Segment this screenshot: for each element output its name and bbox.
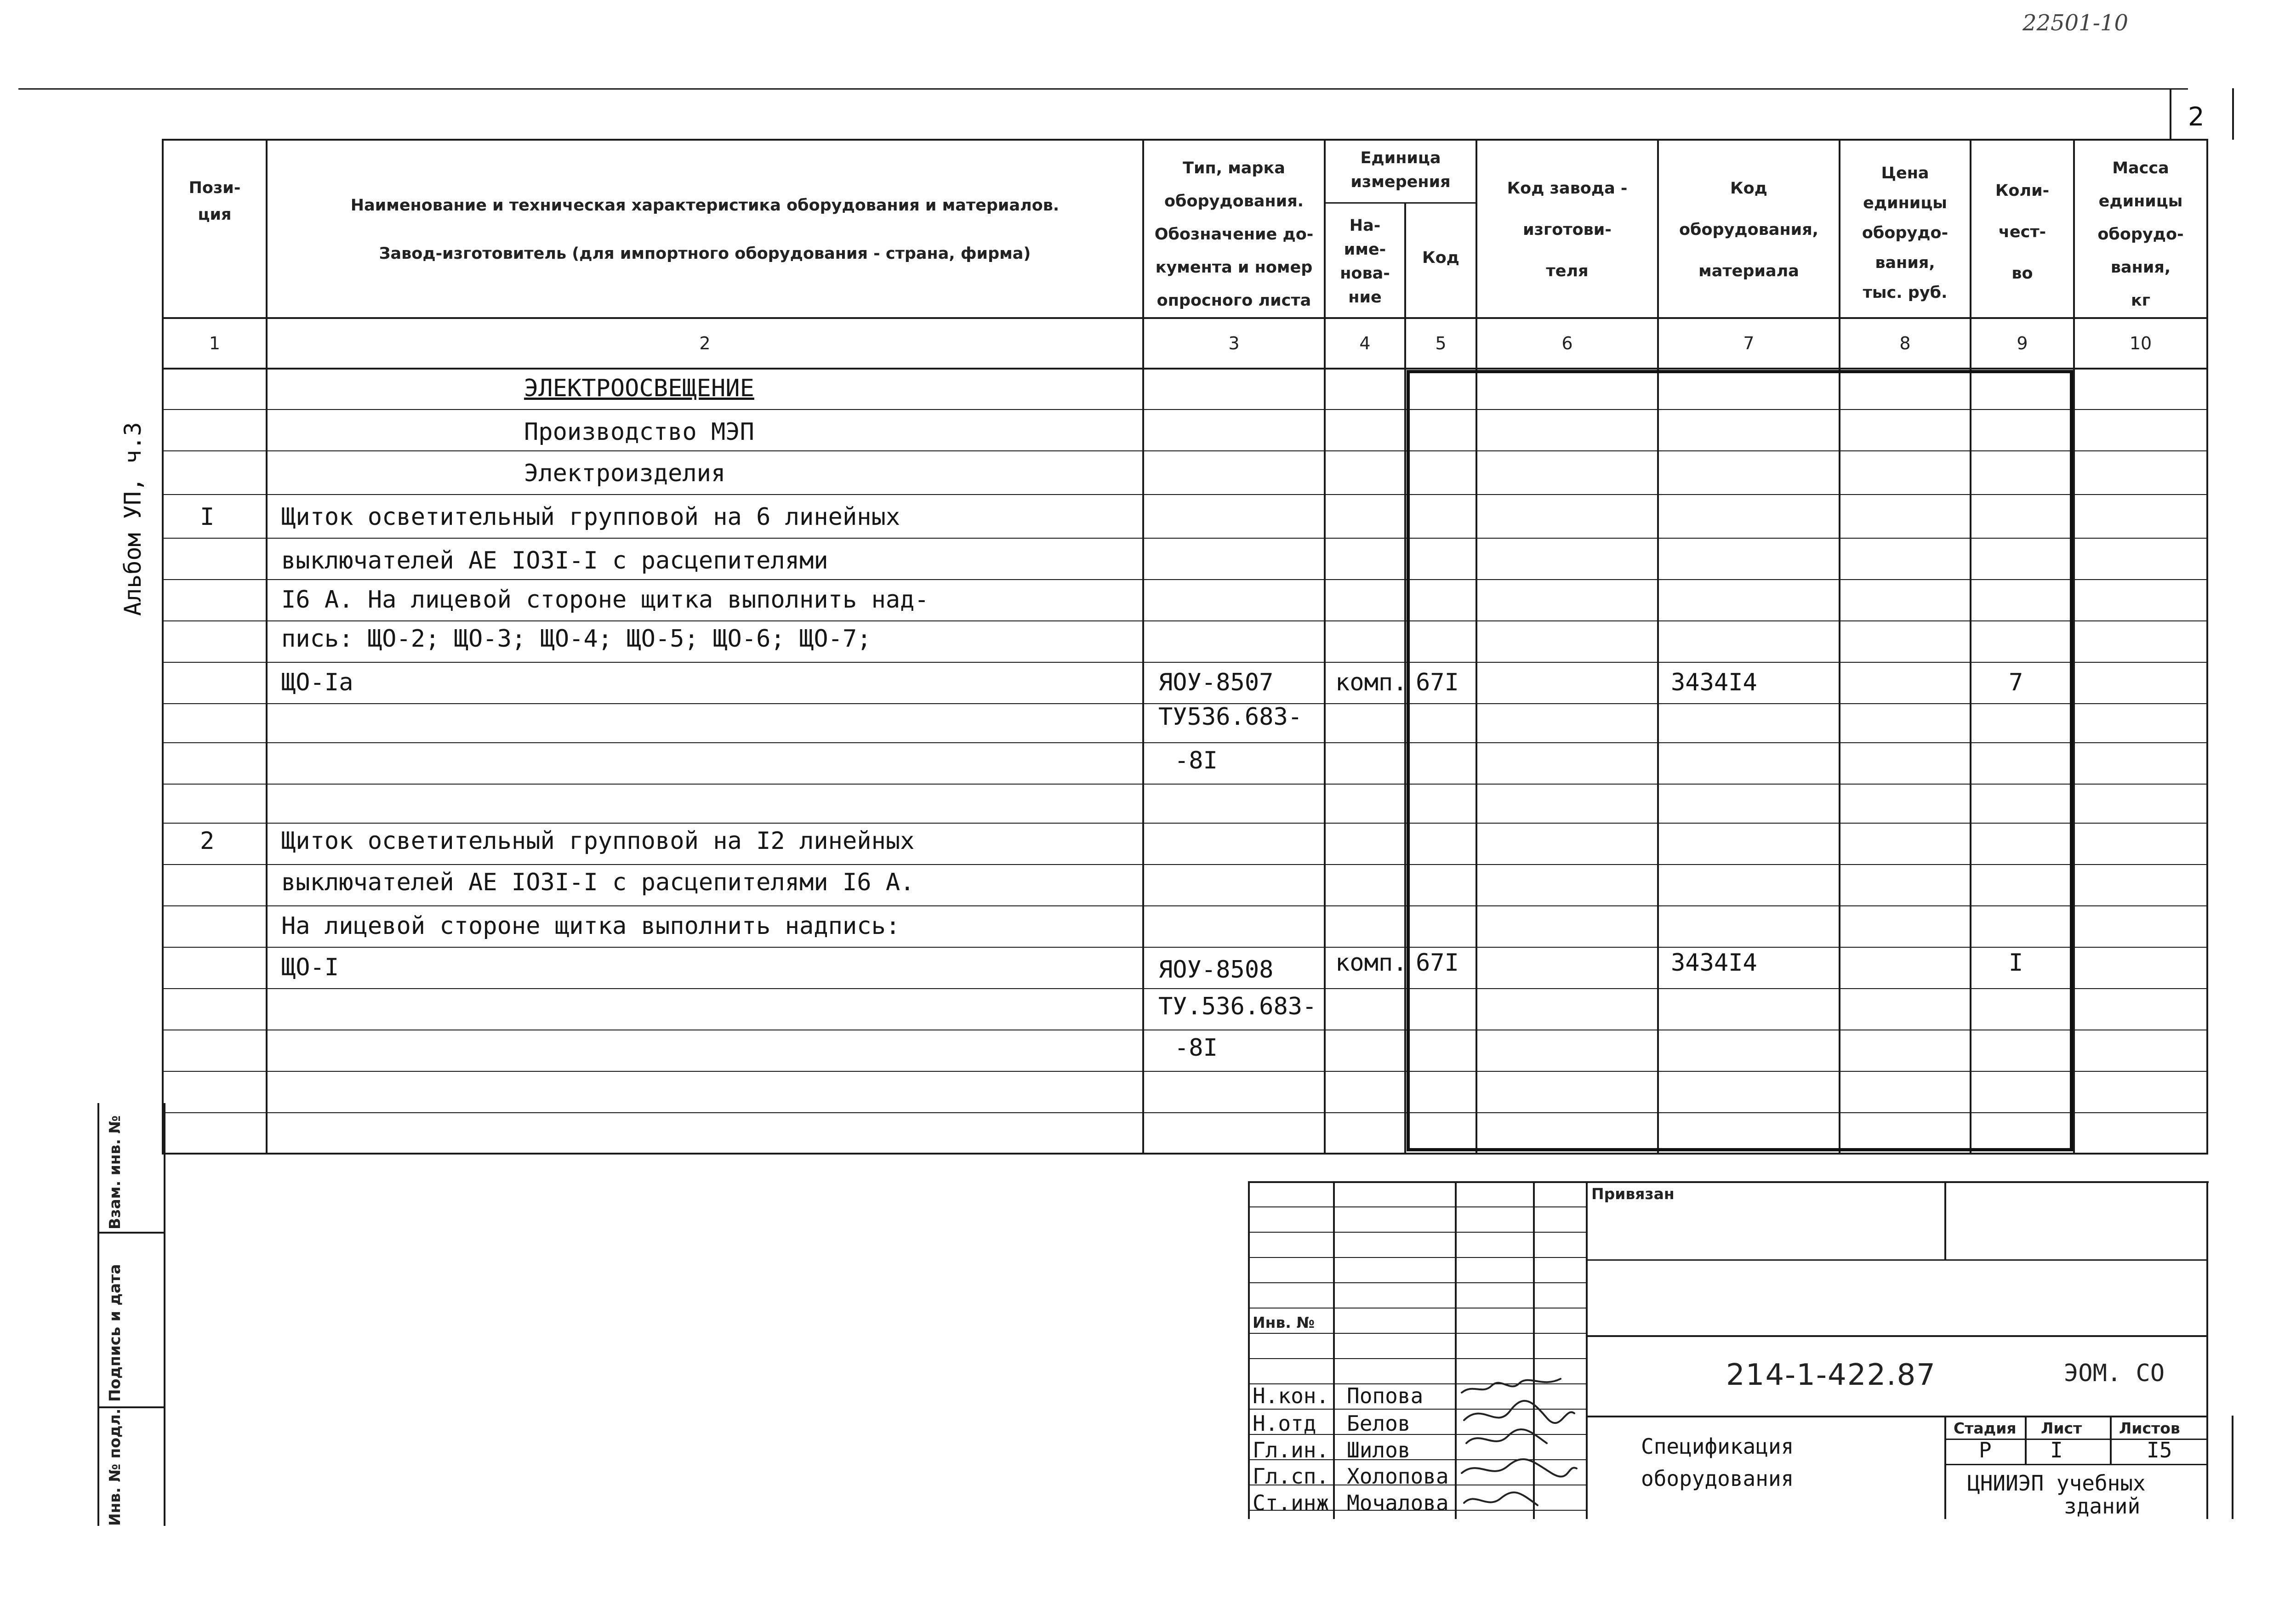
subtitle-category: Электроизделия bbox=[524, 460, 726, 487]
colnum-2: 2 bbox=[699, 333, 711, 353]
hdr-type: Тип, марка оборудования. Обозначение до- кумента и номер опросного листа bbox=[1154, 159, 1314, 310]
list-label: Лист bbox=[2041, 1419, 2082, 1437]
hdr-unit-group: Единица измерения bbox=[1350, 149, 1451, 191]
doc-title-line1: Спецификация bbox=[1641, 1434, 1794, 1459]
stadiya-value: Р bbox=[1979, 1438, 1992, 1462]
stamp-inv-no: Инв. № bbox=[1253, 1314, 1315, 1331]
item2-type-1: ЯОУ-8508 bbox=[1158, 956, 1274, 984]
hdr-name: Наименование и техническая характеристика оборудования и материалов. Завод-изготовитель (для импортного оборудования - страна, фирма) bbox=[350, 196, 1060, 263]
doc-suffix: ЭОМ. СО bbox=[2064, 1360, 2165, 1387]
bold-frame bbox=[1407, 370, 2073, 1151]
colnum-4: 4 bbox=[1359, 333, 1371, 353]
colnum-10: 10 bbox=[2129, 333, 2152, 353]
signature-1 bbox=[1462, 1379, 1561, 1393]
colnum-8: 8 bbox=[1899, 333, 1911, 353]
hdr-factory-code: Код завода - изготови- теля bbox=[1507, 179, 1628, 280]
name-1: Попова bbox=[1347, 1383, 1424, 1408]
hdr-price: Цена единицы оборудо- вания, тыс. руб. bbox=[1862, 164, 1948, 302]
role-4: Гл.сп. bbox=[1253, 1464, 1329, 1489]
item1-equip-code: 3434I4 bbox=[1671, 669, 1757, 696]
item2-line1: Щиток осветительный групповой на I2 линейных bbox=[281, 827, 915, 855]
item2-line2: выключателей АЕ IO3I-I с расцепителями I6 А. bbox=[281, 869, 915, 896]
item2-position: 2 bbox=[200, 827, 215, 855]
stadiya-label: Стадия bbox=[1954, 1419, 2017, 1437]
role-3: Гл.ин. bbox=[1253, 1438, 1329, 1462]
item1-type-3: -8I bbox=[1174, 747, 1218, 774]
item2-type-3: -8I bbox=[1174, 1034, 1218, 1062]
side-label-podpis: Подпись и дата bbox=[106, 1264, 124, 1402]
colnum-5: 5 bbox=[1435, 333, 1447, 353]
hdr-unit-name: На- име- нова- ние bbox=[1340, 216, 1390, 307]
item2-qty: I bbox=[2009, 949, 2023, 977]
subtitle-producer: Производство МЭП bbox=[524, 418, 754, 446]
signature-3 bbox=[1466, 1429, 1547, 1443]
side-label-vzam: Взам. инв. № bbox=[106, 1115, 124, 1229]
item1-type-1: ЯОУ-8507 bbox=[1158, 669, 1274, 696]
item1-line4: пись: ЩО-2; ЩО-3; ЩО-4; ЩО-5; ЩО-6; ЩО-7; bbox=[281, 625, 872, 653]
album-caption: Альбом УП, ч.3 bbox=[120, 422, 146, 616]
item1-line3: I6 А. На лицевой стороне щитка выполнить над- bbox=[281, 586, 929, 614]
item2-unit-code: 67I bbox=[1416, 949, 1459, 977]
role-5: Ст.инж bbox=[1253, 1491, 1329, 1515]
sheet-number: 2 bbox=[2188, 102, 2205, 132]
item1-line1: Щиток осветительный групповой на 6 линейных bbox=[281, 503, 900, 531]
hdr-equip-code: Код оборудования, материала bbox=[1679, 179, 1818, 280]
stamp-privyazan: Привязан bbox=[1591, 1185, 1675, 1203]
item2-equip-code: 3434I4 bbox=[1671, 949, 1757, 977]
name-4: Холопова bbox=[1347, 1464, 1449, 1489]
org-line2: зданий bbox=[2064, 1494, 2141, 1519]
name-5: Мочалова bbox=[1347, 1491, 1449, 1515]
item2-unit: комп. bbox=[1335, 949, 1407, 977]
item1-qty: 7 bbox=[2009, 669, 2023, 696]
item1-position: I bbox=[200, 503, 215, 531]
name-2: Белов bbox=[1347, 1411, 1411, 1436]
signature-2 bbox=[1464, 1401, 1574, 1423]
hdr-mass: Масса единицы оборудо- вания, кг bbox=[2097, 159, 2184, 310]
item1-unit-code: 67I bbox=[1416, 669, 1459, 696]
name-3: Шилов bbox=[1347, 1438, 1411, 1462]
role-1: Н.кон. bbox=[1253, 1383, 1329, 1408]
role-2: Н.отд bbox=[1253, 1411, 1316, 1436]
signature-5 bbox=[1464, 1492, 1538, 1505]
colnum-3: 3 bbox=[1228, 333, 1240, 353]
doc-title-line2: оборудования bbox=[1641, 1466, 1794, 1491]
item2-line3: На лицевой стороне щитка выполнить надпись: bbox=[281, 912, 900, 940]
hdr-position: Пози- ция bbox=[188, 179, 241, 224]
item1-line2: выключателей АЕ IO3I-I с расцепителями bbox=[281, 547, 828, 575]
item1-line5: ЩО-Iа bbox=[281, 669, 353, 696]
signatures bbox=[1455, 1374, 1584, 1526]
archive-number: 22501-10 bbox=[2023, 10, 2128, 36]
hdr-qty: Коли- чест- во bbox=[1995, 182, 2050, 283]
hdr-unit-code: Код bbox=[1422, 249, 1459, 267]
item2-line4: ЩО-I bbox=[281, 954, 339, 981]
colnum-1: 1 bbox=[209, 333, 221, 353]
section-title: ЭЛЕКТРООСВЕЩЕНИЕ bbox=[524, 375, 754, 402]
item1-unit: комп. bbox=[1335, 669, 1407, 696]
colnum-6: 6 bbox=[1561, 333, 1573, 353]
item1-type-2: ТУ536.683- bbox=[1158, 703, 1303, 731]
top-rule bbox=[18, 88, 2188, 90]
colnum-7: 7 bbox=[1743, 333, 1755, 353]
listov-value: I5 bbox=[2147, 1438, 2172, 1462]
listov-label: Листов bbox=[2119, 1419, 2180, 1437]
org-line1: ЦНИИЭП учебных bbox=[1967, 1471, 2146, 1496]
item2-type-2: ТУ.536.683- bbox=[1158, 993, 1317, 1020]
list-value: I bbox=[2050, 1438, 2063, 1462]
signature-4 bbox=[1462, 1459, 1577, 1477]
colnum-9: 9 bbox=[2017, 333, 2028, 353]
doc-code: 214-1-422.87 bbox=[1726, 1358, 1936, 1392]
side-label-inv: Инв. № подл. bbox=[106, 1408, 124, 1526]
